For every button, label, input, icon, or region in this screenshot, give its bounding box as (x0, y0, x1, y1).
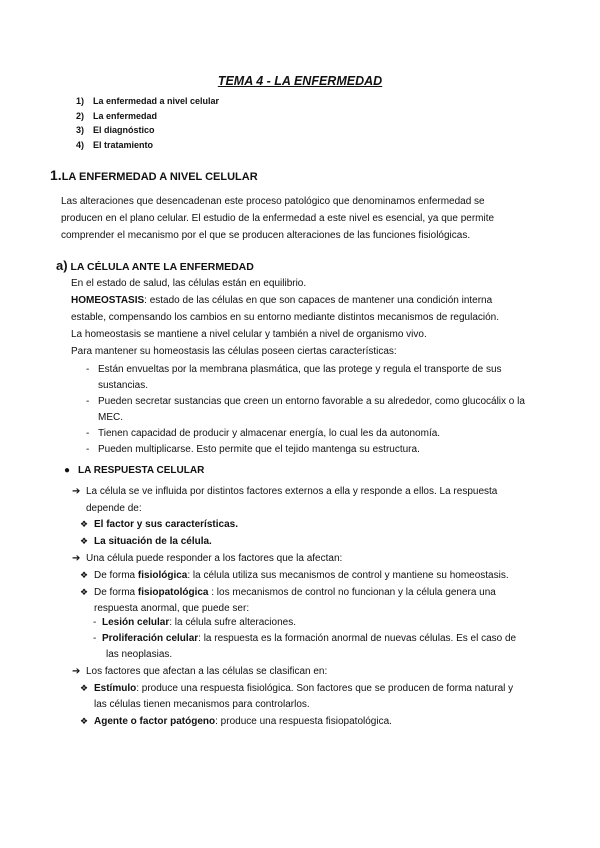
health-text: En el estado de salud, las células están en equilibrio. (71, 278, 307, 289)
arrow-icon: ➔ (72, 486, 81, 497)
prolif-text-line2: las neoplasias. (106, 649, 173, 660)
list-item: - Proliferación celular: la respuesta es la formación anormal de nuevas células. Es el caso de (93, 633, 517, 644)
homeostasis-block (71, 275, 499, 360)
list-item (80, 533, 238, 550)
respuesta-p3 (72, 664, 542, 681)
toc-number: 3) (76, 125, 85, 135)
lesion-term: Lesión celular (102, 617, 170, 628)
list-item: - Pueden multiplicarse. Esto permite que el tejido mantenga su estructura. (86, 442, 526, 458)
diamond-icon: ❖ (80, 683, 89, 693)
estimulo-text: : produce una respuesta fisiológica. Son factores que se producen de forma natural y (136, 683, 514, 694)
dep-2: La situación de la célula. (94, 536, 212, 547)
list-item (80, 680, 513, 697)
respuesta-p1-line2: depende de: (86, 502, 142, 514)
pat-prefix: De forma (94, 587, 138, 598)
homeostasis-def-text: : estado de las células en que son capaces de mantener una condición interna (144, 295, 493, 306)
agente-term: Agente o factor patógeno (94, 716, 216, 727)
list-item (80, 584, 509, 601)
toc-number: 1) (76, 96, 85, 106)
respuesta-heading (64, 465, 204, 476)
dependency-list (80, 516, 238, 550)
arrow-icon: ➔ (72, 553, 81, 564)
toc-item (76, 109, 219, 124)
arrow-icon: ➔ (72, 666, 81, 677)
list-item: - Lesión celular: la célula sufre alteraciones. (93, 617, 296, 628)
subsection-letter: a) (56, 258, 68, 273)
fis-prefix: De forma (94, 570, 138, 581)
subsection-title: LA CÉLULA ANTE LA ENFERMEDAD (70, 261, 254, 273)
bullet-icon: ● (64, 465, 71, 476)
section-1-heading (50, 167, 258, 183)
toc-item (76, 94, 219, 109)
prolif-text: : la respuesta es la formación anormal de nuevas células. Es el caso de (198, 633, 517, 644)
characteristics-list (86, 362, 526, 458)
diamond-icon: ❖ (80, 587, 89, 597)
toc-label: El diagnóstico (93, 125, 155, 135)
section-1-intro: Las alteraciones que desencadenan este proceso patológico que denominamos enfermedad se producen en el plano celular. El estudio de la enfermedad a este nivel es esencial, ya que permite comprender el mecanismo por el que se producen alteraciones de las funciones fisiológicas. (61, 196, 495, 241)
homeostasis-def-line3: La homeostasis se mantiene a nivel celular y también a nivel de organismo vivo. (71, 329, 427, 340)
subsection-a-heading (56, 258, 254, 273)
toc-item (76, 138, 219, 153)
toc-label: La enfermedad a nivel celular (93, 96, 220, 106)
agente-text: : produce una respuesta fisiopatológica. (215, 716, 392, 727)
lesion-text: : la célula sufre alteraciones. (169, 617, 296, 628)
estimulo-text-line2: las células tienen mecanismos para controlarlos. (94, 699, 310, 710)
factor-types-list (80, 680, 513, 730)
diamond-icon: ❖ (80, 716, 89, 726)
toc-item (76, 123, 219, 138)
dep-1: El factor y sus características. (94, 519, 238, 530)
respuesta-p2-text: Una célula puede responder a los factores que la afectan: (86, 553, 343, 564)
estimulo-term: Estímulo (94, 683, 137, 694)
respuesta-p1-line1: La célula se ve influida por distintos factores externos a ella y responde a ellos. La respuesta (86, 486, 498, 497)
pathological-types (93, 615, 533, 663)
toc-number: 4) (76, 139, 85, 150)
table-of-contents (76, 94, 219, 152)
section-number: 1. (50, 167, 62, 183)
list-item: - Tienen capacidad de producir y almacenar energía, lo cual les da autonomía. (86, 426, 526, 442)
respuesta-p1 (72, 484, 542, 517)
section-title: LA ENFERMEDAD A NIVEL CELULAR (61, 171, 258, 183)
fis-text: : la célula utiliza sus mecanismos de control y mantiene su homeostasis. (187, 570, 509, 581)
characteristics-intro: Para mantener su homeostasis las células poseen ciertas características: (71, 346, 397, 357)
prolif-term: Proliferación celular (102, 633, 199, 644)
respuesta-title: LA RESPUESTA CELULAR (78, 465, 205, 476)
homeostasis-def (71, 292, 499, 309)
toc-label: El tratamiento (93, 139, 154, 150)
diamond-icon: ❖ (80, 536, 89, 546)
page-title: TEMA 4 - LA ENFERMEDAD (217, 74, 383, 88)
list-item: - Están envueltas por la membrana plasmática, que las protege y regula el transporte de sus sustancias. (86, 362, 526, 394)
list-item (80, 516, 238, 533)
diamond-icon: ❖ (80, 519, 89, 529)
fis-term: fisiológica (137, 570, 188, 581)
list-item (80, 713, 513, 730)
pat-term: fisiopatológica (137, 587, 209, 598)
homeostasis-term: HOMEOSTASIS (71, 295, 145, 306)
pat-text-line2: respuesta anormal, que puede ser: (94, 603, 250, 614)
list-item: - Pueden secretar sustancias que creen un entorno favorable a su alrededor, como glucocálix o la MEC. (86, 394, 526, 426)
list-item (80, 567, 509, 584)
pat-text: : los mecanismos de control no funcionan y la célula genera una (208, 587, 496, 598)
toc-number: 2) (76, 110, 85, 121)
homeostasis-def-line2: estable, compensando los cambios en su entorno mediante distintos mecanismos de regulación. (71, 312, 500, 323)
response-types-list (80, 567, 509, 617)
respuesta-p2 (72, 551, 542, 568)
toc-label: La enfermedad (93, 110, 158, 121)
respuesta-p3-text: Los factores que afectan a las células se clasifican en: (86, 666, 328, 677)
diamond-icon: ❖ (80, 570, 89, 580)
